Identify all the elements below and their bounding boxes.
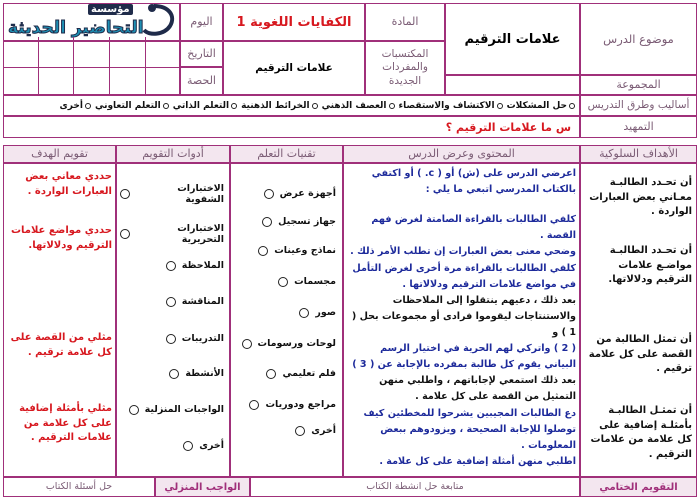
group-value: [445, 75, 580, 95]
content-line: ( 2 ) واتركي لهم الحرية في اختيار الرسم البياني يقوم كل طالبة بمفرده بالإجابة عن ( 3 ): [352, 343, 576, 371]
eval-4: مثلي بأمثلة إضافية على كل علامة من علامات الترقيم .: [19, 403, 112, 443]
radio-icon[interactable]: [166, 334, 176, 344]
radio-icon[interactable]: [120, 189, 130, 199]
tech-option[interactable]: جهاز تسجيل: [236, 216, 336, 227]
content-line: كلفي الطالبات بالقراءة مرة أخرى لغرض التأمل في مواضع علامات الترقيم ودلالاتها .: [352, 262, 576, 290]
tool-option[interactable]: أخرى: [120, 440, 224, 451]
homework-value: حل أسئلة الكتاب: [3, 477, 155, 497]
radio-icon[interactable]: [295, 426, 305, 436]
tool-option[interactable]: المناقشة: [120, 296, 224, 307]
intro-label: التمهيد: [580, 116, 697, 138]
content-line: دع الطالبات المجيبين يشرحوا للمخطئين كيف توصلوا للإجابة الصحيحة ، ويزودوهم ببعض المعلومات .: [363, 407, 576, 451]
radio-icon[interactable]: [262, 217, 272, 227]
topic-value: علامات الترقيم: [445, 3, 580, 75]
final-eval-value: متابعة حل انشطة الكتاب: [250, 477, 580, 497]
period-label: الحصة: [180, 67, 223, 95]
col-tools-header: أدوات التقويم: [116, 145, 230, 163]
vocab-value: علامات الترقيم: [223, 41, 365, 95]
tool-option[interactable]: الأنشطة: [120, 368, 224, 379]
col-eval-header: تقويم الهدف: [3, 145, 116, 163]
tech-option[interactable]: صور: [236, 307, 336, 318]
tech-option[interactable]: نماذج وعينات: [236, 245, 336, 256]
method-item[interactable]: الخرائط الذهنية: [241, 101, 318, 111]
tech-option[interactable]: مجسمات: [236, 276, 336, 287]
tool-option[interactable]: الاختبارات التحريرية: [120, 223, 224, 245]
tools-col: [116, 163, 230, 477]
radio-icon[interactable]: [299, 308, 309, 318]
tech-option[interactable]: أخرى: [236, 425, 336, 436]
vocab-label: المكتسبات والمفردات الجديدة: [365, 41, 445, 95]
method-item[interactable]: الاكتشاف والاستقصاء: [399, 101, 503, 111]
subject-label: المادة: [365, 3, 445, 41]
method-item[interactable]: العصف الذهني: [322, 101, 395, 111]
intro-question: س ما علامات الترقيم ؟: [3, 116, 580, 138]
objective-1: أن تحـدد الطالبـة معـاني بعض العبارات الواردة .: [589, 177, 692, 217]
objective-2: أن تحـدد الطالبـة مواضـع علامات الترقيم ودلالاتها.: [608, 245, 692, 285]
tool-option[interactable]: الواجبات المنزلية: [120, 404, 224, 415]
content-line: بعد ذلك استمعي لإجاباتهم ، واطلبي منهن التمثيل من القصة على كل علامة .: [379, 375, 576, 403]
content-line: بعد ذلك ، دعيهم ينتقلوا إلى الملاحظات والاستنتاجات ليقوموا فرادى أو مجموعات بحل ( 1 ) و: [351, 294, 576, 338]
radio-icon[interactable]: [258, 246, 268, 256]
method-item[interactable]: التعلم الذاتي: [173, 101, 237, 111]
radio-icon[interactable]: [183, 441, 193, 451]
eval-1: حددي معاني بعض العبارات الواردة .: [25, 171, 112, 197]
method-item[interactable]: التعلم التعاوني: [95, 101, 169, 111]
radio-icon[interactable]: [278, 277, 288, 287]
radio-icon[interactable]: [242, 339, 252, 349]
final-eval-label: التقويم الختامي: [580, 477, 697, 497]
content-line: اطلبي منهن أمثلة إضافية على كل علامة .: [379, 455, 576, 467]
radio-icon[interactable]: [129, 405, 139, 415]
methods-list: [3, 95, 580, 116]
radio-icon[interactable]: [166, 261, 176, 271]
radio-icon[interactable]: [249, 400, 259, 410]
content-line: كلفي الطالبات بالقراءة الصامتة لغرض فهم القصة .: [371, 214, 576, 242]
date-label: التاريخ: [180, 41, 223, 67]
radio-icon[interactable]: [169, 369, 179, 379]
topic-label: موضوع الدرس: [580, 3, 697, 75]
radio-icon[interactable]: [120, 229, 130, 239]
method-item[interactable]: حل المشكلات: [507, 101, 575, 111]
content-line: اعرضي الدرس على (ش) أو ( c. ) أو اكتفي بالكتاب المدرسي اتبعي ما يلي :: [371, 168, 576, 196]
homework-label: الواجب المنزلي: [155, 477, 250, 497]
tech-option[interactable]: فلم تعليمي: [236, 368, 336, 379]
content-line: وضحي معنى بعض العبارات إن تطلب الأمر ذلك .: [350, 246, 576, 258]
col-tech-header: تقنيات التعلم: [230, 145, 343, 163]
radio-icon[interactable]: [264, 189, 274, 199]
logo-line2: التحاضير الحديثة: [8, 18, 144, 38]
day-label: اليوم: [180, 3, 223, 41]
methods-label: أساليب وطرق التدريس: [580, 95, 697, 116]
tech-option[interactable]: أجهزة عرض: [236, 188, 336, 199]
objective-3: أن تمثل الطالبة من القصة على كل علامة ترقيم .: [588, 334, 692, 374]
col-objectives-header: الأهداف السلوكية: [580, 145, 697, 163]
col-content-header: المحتوى وعرض الدرس: [343, 145, 580, 163]
group-label: المجموعة: [580, 75, 697, 95]
eval-2: حددي مواضع علامات الترقيم ودلالاتها.: [10, 225, 112, 251]
tool-option[interactable]: الملاحظة: [120, 260, 224, 271]
day-grid: [3, 3, 180, 41]
subject-value: الكفايات اللغوية 1: [223, 3, 365, 41]
method-item[interactable]: أخرى: [60, 101, 91, 111]
date-grid: [3, 41, 180, 95]
objective-4: أن تمثـل الطالبـة بأمثلـة إضافية على كل علامة من علامات الترقيم .: [590, 405, 692, 460]
logo-line1: مؤسسة: [88, 4, 133, 15]
eval-3: مثلي من القصة على كل علامة ترقيم .: [10, 332, 112, 358]
radio-icon[interactable]: [266, 369, 276, 379]
tool-option[interactable]: الاختبارات الشفوية: [120, 183, 224, 205]
tech-option[interactable]: لوحات ورسومات: [236, 338, 336, 349]
content-text: [348, 166, 576, 470]
tool-option[interactable]: التدريبات: [120, 333, 224, 344]
tech-option[interactable]: مراجع ودوريات: [236, 399, 336, 410]
radio-icon[interactable]: [166, 297, 176, 307]
